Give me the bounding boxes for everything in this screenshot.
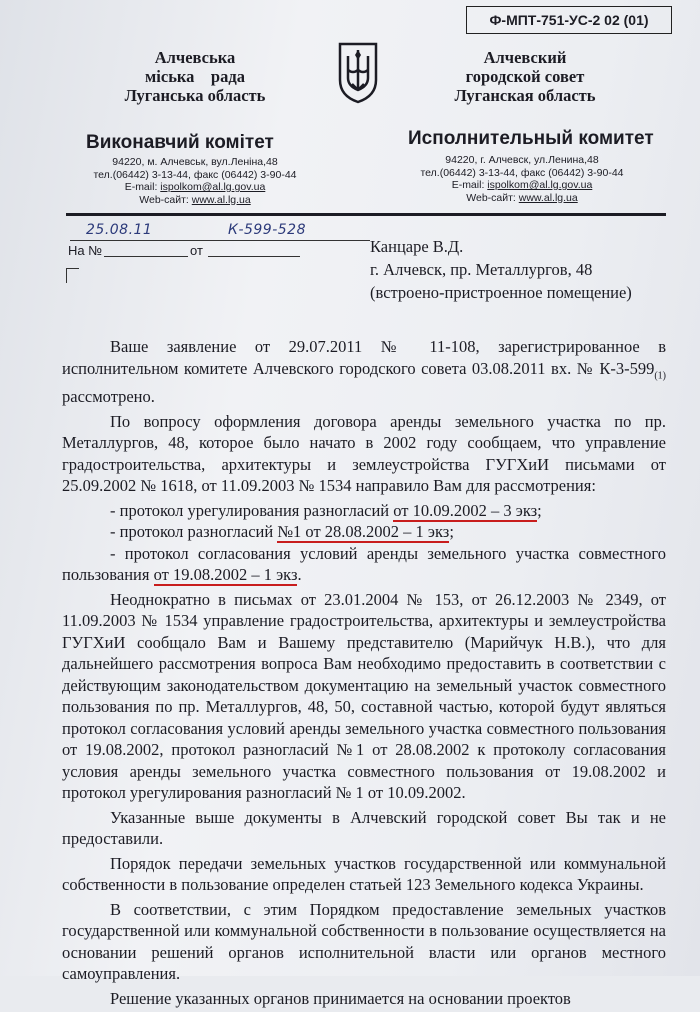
header-right (430, 48, 620, 105)
paragraph: Неоднократно в письмах от 23.01.2004 № 153, от 26.12.2003 № 2349, от 11.09.2003 № 1534 управление градостроительства, архитектуры и землеустройства ГУГХиИ сообщало Вам и Вашему представителю (Марийчук Н.В.), что для дальнейшего рассмотрения вопроса Вам необходимо предоставить в соответствии с действующим законодательством документацию на земельный участок совместного пользования по пр. Металлургов, 48, 50, составной частью, которой будут являться протокол согласования условий аренды земельного участка совместного пользования от 19.08.2002, протокол разногласий №1 от 28.08.2002 к протоколу согласования условия аренды земельного участка совместного пользования от 19.08.2002 и протокол урегулирования разногласий № 1 от 10.09.2002. (62, 589, 666, 803)
address-corner-mark (66, 268, 79, 283)
paragraph: Указанные выше документы в Алчевский городской совет Вы так и не предоставили. (62, 807, 666, 849)
phone-line: тел.(06442) 3-13-44, факс (06442) 3-90-44 (420, 166, 624, 179)
email-label: E-mail: (451, 179, 488, 191)
committee-title-uk: Виконавчий комітет (86, 132, 274, 153)
item-underlined: от 10.09.2002 – 3 экз (393, 500, 538, 520)
item-underlined: от 19.08.2002 – 1 экз (153, 565, 298, 585)
item-text: . (297, 565, 302, 585)
handwritten-number: К-599-528 (228, 222, 306, 238)
paragraph (62, 336, 666, 408)
web-label: Web-сайт: (139, 193, 192, 206)
list-item (62, 521, 666, 543)
item-text: - протокол разногласий (110, 522, 278, 542)
address-line: 94220, г. Алчевск, ул.Ленина,48 (445, 154, 599, 166)
item-text: - протокол согласования условий аренды земельного участка совместного пользования (62, 543, 666, 585)
paragraph: В соответствии, с этим Порядком предоставление земельных участков государственной или коммунальной собственности в пользование осуществляется на основании решений органов исполнительной власти или органов местного самоуправления. (62, 899, 666, 984)
addressee-name: Канцаре В.Д. (370, 237, 464, 256)
header-right-line: Алчевский (483, 48, 567, 67)
paragraph-text: Ваше заявление от 29.07.2011 № 11-108, зарегистрированное в исполнительном комитете Алчевского городского совета 03.08.2011 вх. № К-3-599 (62, 337, 666, 378)
phone-line: тел.(06442) 3-13-44, факс (06442) 3-90-44 (93, 168, 297, 181)
form-code-box: Ф-МПТ-751-УС-2 02 (01) (466, 6, 672, 34)
header-left-line: Луганська область (124, 86, 266, 105)
web-line (70, 194, 320, 207)
email-link[interactable]: ispolkom@al.lg.gov.ua (487, 179, 593, 191)
header-left (100, 48, 290, 105)
web-link[interactable]: www.al.lg.ua (518, 191, 578, 204)
addressee-address: г. Алчевск, пр. Металлургов, 48 (370, 260, 593, 279)
address-block-ru (397, 154, 647, 204)
item-underlined: №1 от 28.08.2002 – 1 экз (277, 522, 450, 542)
header-left-line: міська рада (145, 67, 245, 86)
item-text: ; (449, 522, 454, 542)
paragraph: Порядок передачи земельных участков государственной или коммунальной собственности в пользование определен статьей 123 Земельного кодекса Украины. (62, 853, 666, 895)
email-link[interactable]: ispolkom@al.lg.gov.ua (160, 181, 266, 193)
web-link[interactable]: www.al.lg.ua (191, 193, 251, 206)
reply-number-rule (104, 256, 188, 257)
address-line: 94220, м. Алчевськ, вул.Леніна,48 (112, 156, 278, 168)
header-separator (66, 213, 666, 216)
handwritten-date: 25.08.11 (86, 222, 153, 238)
coat-of-arms-icon (336, 40, 380, 104)
addressee-block (370, 235, 632, 304)
reply-date-rule (208, 256, 300, 257)
web-label: Web-сайт: (466, 191, 519, 204)
header-right-line: Луганская область (454, 86, 596, 105)
subscript: (1) (654, 369, 666, 381)
item-text: ; (537, 500, 542, 520)
list-item (62, 543, 666, 586)
reply-to-label: На № (68, 243, 103, 258)
paragraph-text: рассмотрено. (62, 387, 155, 407)
outgoing-rule (70, 240, 370, 241)
committee-title-ru: Исполнительный комитет (408, 128, 654, 149)
paragraph: По вопросу оформления договора аренды земельного участка по пр. Металлургов, 48, которое было начато в 2002 году сообщаем, что управление градостроительства, архитектуры и землеустройства ГУГХиИ письмами от 25.09.2002 № 1618, от 11.09.2003 № 1534 направило Вам для рассмотрения: (62, 411, 666, 496)
header-right-line: городской совет (465, 67, 585, 86)
email-label: E-mail: (124, 181, 161, 193)
letter-body (62, 336, 666, 1012)
address-block-uk (70, 156, 320, 206)
addressee-note: (встроено-пристроенное помещение) (370, 283, 632, 302)
email-line (70, 181, 320, 194)
item-text: - протокол урегулирования разногласий (110, 500, 394, 520)
list-item (62, 500, 666, 522)
web-line (397, 192, 647, 205)
header-left-line: Алчевська (154, 48, 236, 67)
email-line (397, 179, 647, 192)
paragraph: Решение указанных органов принимается на основании проектов (110, 988, 571, 1008)
reply-from-label: от (190, 243, 203, 258)
